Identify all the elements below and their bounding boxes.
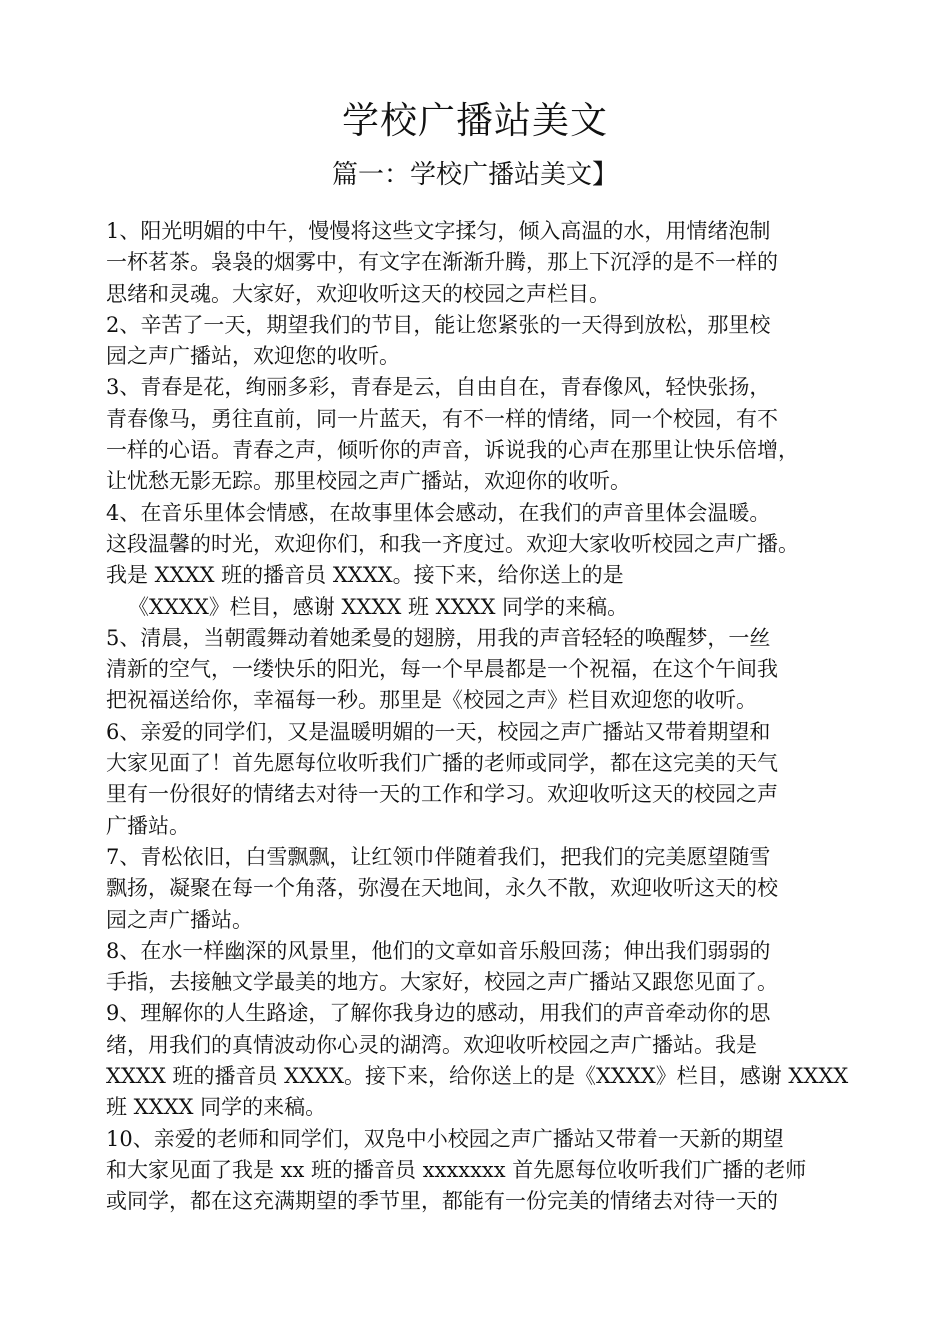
text-line: 广播站。 [106, 813, 190, 838]
text-line: 把祝福送给你，幸福每一秒。那里是《校园之声》栏目欢迎您的收听。 [106, 688, 757, 713]
text-line: 2、辛苦了一天，期望我们的节目，能让您紧张的一天得到放松，那里校 [106, 312, 771, 337]
text-line: 班 XXXX 同学的来稿。 [106, 1095, 327, 1120]
text-line: 7、青松依旧，白雪飘飘，让红领巾伴随着我们，把我们的完美愿望随雪 [106, 844, 771, 869]
document-body [106, 216, 866, 1218]
text-line: 大家见面了！首先愿每位收听我们广播的老师或同学，都在这完美的天气 [106, 751, 778, 776]
text-line: 飘扬，凝聚在每一个角落，弥漫在天地间，永久不散，欢迎收听这天的校 [106, 876, 778, 901]
document-subtitle: 篇一：学校广播站美文】 [331, 160, 618, 190]
text-line: 10、亲爱的老师和同学们，双凫中小校园之声广播站又带着一天新的期望 [106, 1126, 784, 1151]
document-title: 学校广播站美文 [342, 99, 608, 142]
text-line: 和大家见面了我是 xx 班的播音员 xxxxxxx 首先愿每位收听我们广播的老师 [106, 1157, 807, 1182]
text-line: 青春像马，勇往直前，同一片蓝天，有不一样的情绪，同一个校园，有不 [106, 406, 778, 431]
text-line: 或同学，都在这充满期望的季节里，都能有一份完美的情绪去对待一天的 [106, 1189, 778, 1214]
text-line: 8、在水一样幽深的风景里，他们的文章如音乐般回荡；伸出我们弱弱的 [106, 938, 771, 963]
text-line: 5、清晨，当朝霞舞动着她柔曼的翅膀，用我的声音轻轻的唤醒梦，一丝 [106, 625, 771, 650]
text-line: 9、理解你的人生路途，了解你我身边的感动，用我们的声音牵动你的思 [106, 1001, 771, 1026]
text-line: 清新的空气，一缕快乐的阳光，每一个早晨都是一个祝福，在这个午间我 [106, 657, 778, 682]
text-line: 我是 XXXX 班的播音员 XXXX。接下来，给你送上的是 [106, 563, 624, 588]
text-line: XXXX 班的播音员 XXXX。接下来，给你送上的是《XXXX》栏目，感谢 XXXX [106, 1064, 849, 1089]
text-line: 一杯茗茶。袅袅的烟雾中，有文字在渐渐升腾，那上下沉浮的是不一样的 [106, 250, 778, 275]
text-line: 1、阳光明媚的中午，慢慢将这些文字揉匀，倾入高温的水，用情绪泡制 [106, 219, 771, 243]
text-line: 4、在音乐里体会情感，在故事里体会感动，在我们的声音里体会温暖。 [106, 500, 771, 525]
text-line: 手指，去接触文学最美的地方。大家好，校园之声广播站又跟您见面了。 [106, 970, 778, 995]
text-line: 思绪和灵魂。大家好，欢迎收听这天的校园之声栏目。 [106, 281, 610, 306]
text-line: 让忧愁无影无踪。那里校园之声广播站，欢迎你的收听。 [106, 469, 631, 494]
text-line: 绪，用我们的真情波动你心灵的湖湾。欢迎收听校园之声广播站。我是 [106, 1032, 757, 1057]
text-line: 3、青春是花，绚丽多彩，青春是云，自由自在，青春像风，轻快张扬， [106, 375, 771, 400]
text-line: 这段温馨的时光，欢迎你们，和我一齐度过。欢迎大家收听校园之声广播。 [106, 531, 799, 556]
text-line: 一样的心语。青春之声，倾听你的声音，诉说我的心声在那里让快乐倍增， [106, 438, 799, 463]
text-line: 《XXXX》栏目，感谢 XXXX 班 XXXX 同学的来稿。 [128, 594, 629, 619]
text-line: 里有一份很好的情绪去对待一天的工作和学习。欢迎收听这天的校园之声 [106, 782, 778, 807]
text-line: 园之声广播站，欢迎您的收听。 [106, 344, 400, 369]
text-line: 6、亲爱的同学们，又是温暖明媚的一天，校园之声广播站又带着期望和 [106, 719, 771, 744]
text-line: 园之声广播站。 [106, 907, 253, 932]
